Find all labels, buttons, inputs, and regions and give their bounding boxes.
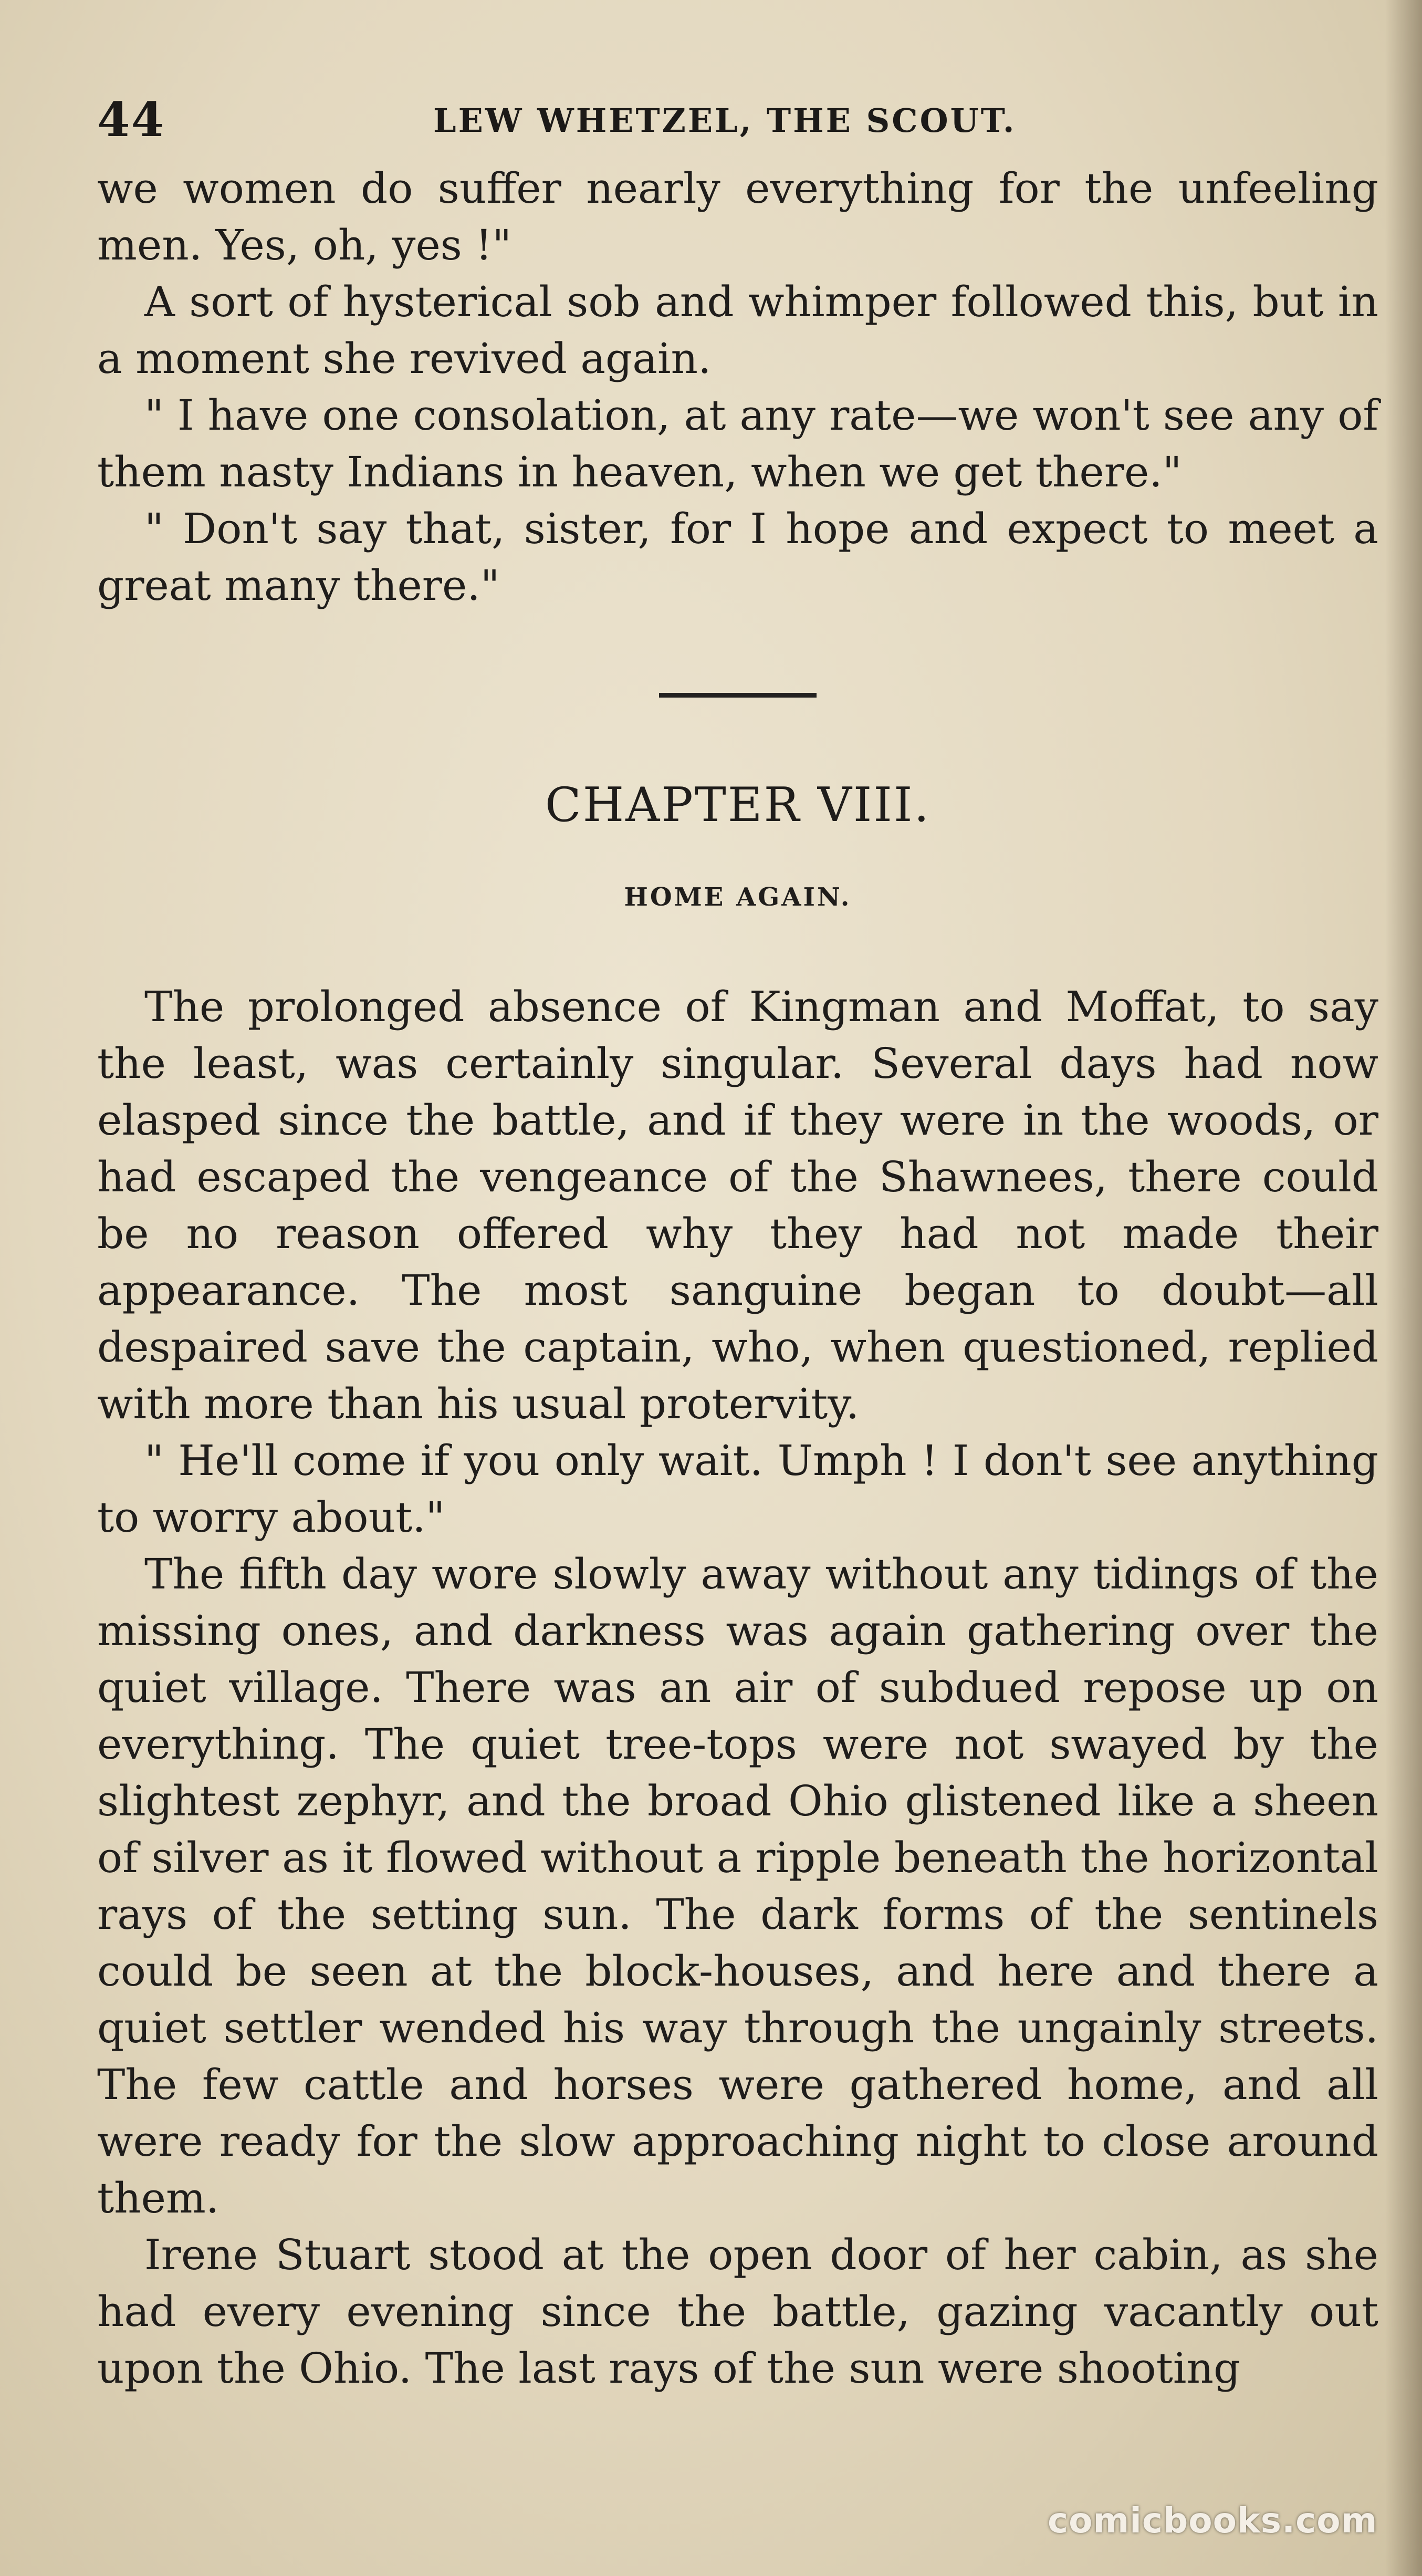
- running-head: [97, 92, 1378, 155]
- page-edge-shadow: [1385, 0, 1422, 2576]
- paragraph: we women do suffer nearly everything for the unfeeling men. Yes, oh, yes !": [97, 164, 1378, 269]
- paragraph: The fifth day wore slowly away without any tidings of the missing ones, and darkness was again gathering over the quiet village. There was an air of subdued repose up on everything. The quiet tree-tops were not swayed by the slightest zephyr, and the broad Ohio glistened like a sheen of silver as it flowed without a ripple beneath the horizontal rays of the setting sun. The dark forms of the sentinels could be seen at the block-houses, and here and there a quiet settler wended his way through the ungainly streets. The few cattle and horses were gathered home, and all were ready for the slow approaching night to close around them.: [97, 1550, 1378, 2222]
- paragraph: " I have one consolation, at any rate—we won't see any of them nasty Indians in heaven, when we get there.": [97, 391, 1378, 496]
- chapter-subtitle: HOME AGAIN.: [624, 882, 852, 912]
- paragraph: " He'll come if you only wait. Umph ! I don't see anything to worry about.": [97, 1436, 1378, 1542]
- section-divider: [659, 693, 817, 698]
- watermark: comicbooks.com: [1048, 2500, 1378, 2541]
- chapter-title: CHAPTER VIII.: [545, 777, 931, 833]
- paragraph: Irene Stuart stood at the open door of her cabin, as she had every evening since the battle, gazing vacantly out upon the Ohio. The last rays of the sun were shooting: [97, 2230, 1378, 2393]
- paragraph: A sort of hysterical sob and whimper followed this, but in a moment she revived again.: [97, 277, 1378, 383]
- book-title: LEW WHETZEL, THE SCOUT.: [433, 101, 1017, 140]
- body-text: [97, 160, 1378, 2397]
- page-number: 44: [97, 92, 165, 148]
- paragraph: " Don't say that, sister, for I hope and expect to meet a great many there.": [97, 504, 1378, 610]
- paragraph: The prolonged absence of Kingman and Moffat, to say the least, was certainly singular. Several days had now elasped since the battle, and if they were in the woods, or had escaped the vengeance of the Shawnees, there could be no reason offered why they had not made their appearance. The most sanguine began to doubt—all despaired save the captain, who, when questioned, replied with more than his usual protervity.: [97, 982, 1378, 1428]
